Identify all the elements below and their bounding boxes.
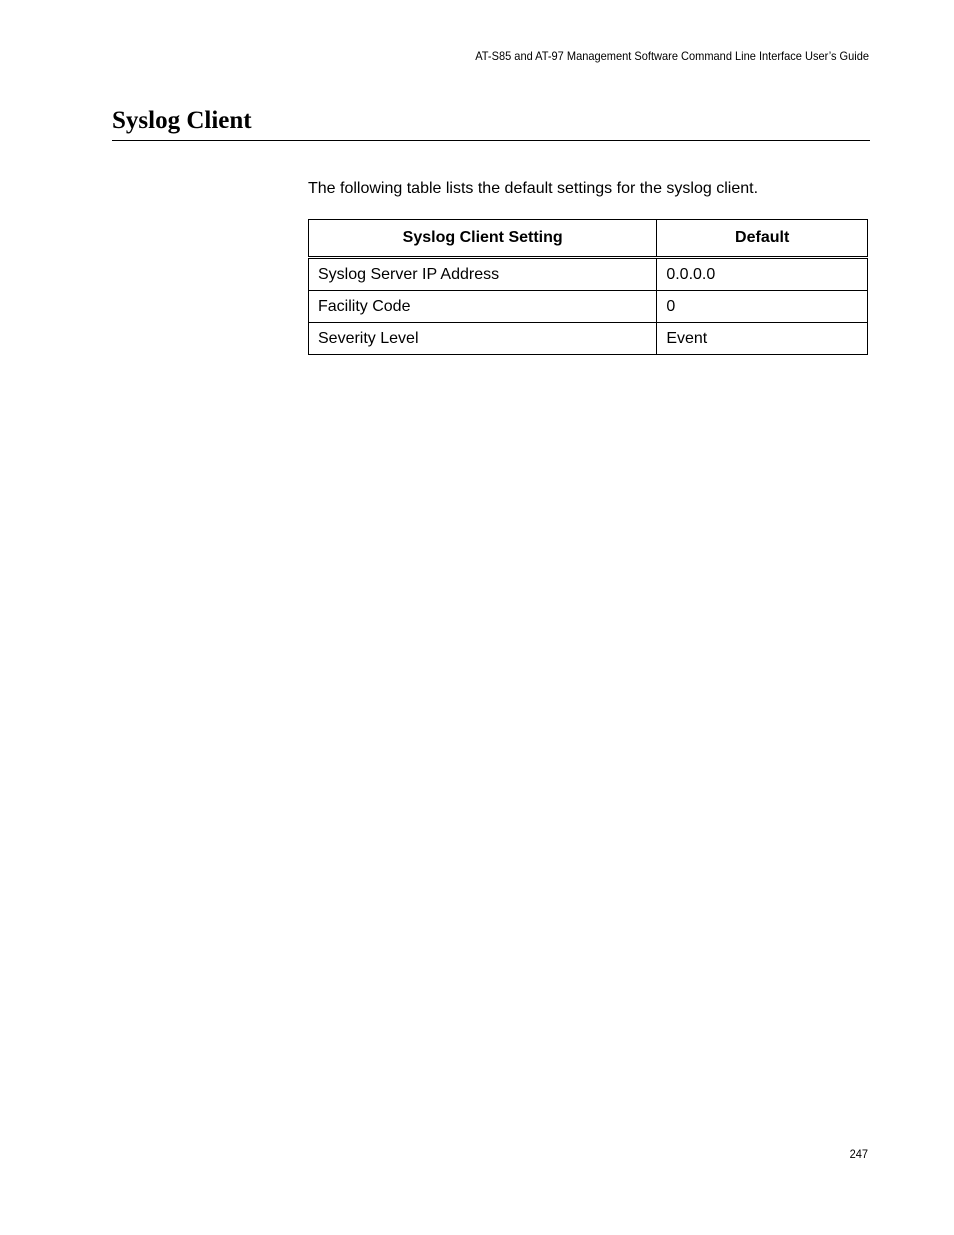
- default-cell: 0: [657, 291, 868, 323]
- default-cell: Event: [657, 323, 868, 355]
- page-number: 247: [849, 1147, 868, 1161]
- column-header-setting: Syslog Client Setting: [309, 220, 657, 258]
- setting-cell: Facility Code: [309, 291, 657, 323]
- table-row: [309, 291, 868, 323]
- default-cell: 0.0.0.0: [657, 258, 868, 291]
- table-row: [309, 258, 868, 291]
- running-header: AT-S85 and AT-97 Management Software Command Line Interface User’s Guide: [475, 49, 869, 63]
- syslog-defaults-table: [308, 219, 868, 355]
- title-rule: [112, 140, 870, 141]
- table-row: [309, 323, 868, 355]
- section-title: Syslog Client: [112, 107, 252, 134]
- table-header-row: [309, 220, 868, 258]
- setting-cell: Syslog Server IP Address: [309, 258, 657, 291]
- intro-paragraph: The following table lists the default settings for the syslog client.: [308, 180, 759, 197]
- setting-cell: Severity Level: [309, 323, 657, 355]
- column-header-default: Default: [657, 220, 868, 258]
